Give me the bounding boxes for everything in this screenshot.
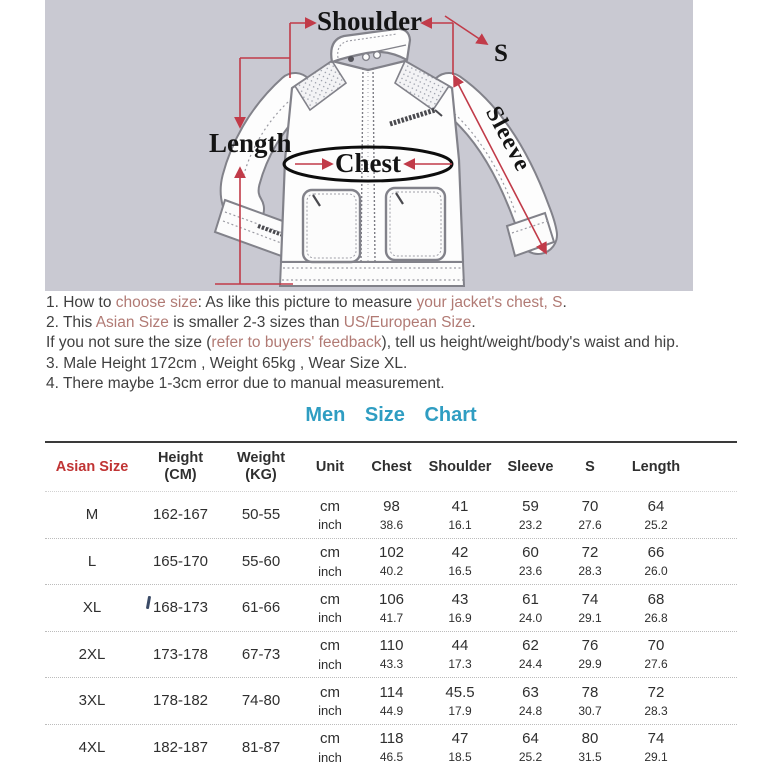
- value-inch: 43.3: [379, 657, 404, 672]
- value-inch: 25.2: [518, 750, 543, 765]
- value-inch: 17.3: [448, 657, 472, 672]
- measure-cell: [360, 632, 423, 678]
- unit-inch-label: inch: [318, 563, 342, 579]
- unit-inch-label: inch: [318, 749, 342, 765]
- measure-cell: [564, 678, 616, 724]
- column-header-chest: [360, 443, 423, 491]
- weight-cell: 81-87: [241, 738, 281, 756]
- measure-cell: [497, 725, 564, 767]
- jacket-illustration: [45, 0, 693, 291]
- measure-cell: [497, 539, 564, 585]
- column-header-weight: [222, 443, 300, 491]
- size-row-2xl: [45, 632, 737, 679]
- sizing-instructions: [46, 293, 752, 394]
- value-cm: 45.5: [445, 683, 475, 701]
- value-cm: 74: [581, 590, 599, 608]
- measure-cell: [616, 725, 696, 767]
- value-cm: 66: [647, 544, 665, 562]
- highlighted-text: your jacket's chest, S: [416, 294, 563, 311]
- value-inch: 29.1: [644, 750, 668, 765]
- value-inch: 38.6: [379, 517, 404, 532]
- column-header-label: S: [585, 458, 595, 475]
- plain-text: ), tell us height/weight/body's waist and hip.: [381, 334, 680, 352]
- unit-cell: [300, 632, 360, 678]
- value-cm: 61: [522, 590, 539, 608]
- measure-cell: [616, 585, 696, 631]
- column-header-sublabel: (CM): [164, 467, 197, 483]
- table-header-row: [45, 443, 737, 492]
- column-header-shoulder: [423, 443, 497, 491]
- instruction-line-4: [46, 354, 752, 374]
- measure-cell: [360, 492, 423, 538]
- highlighted-text: refer to buyers' feedback: [211, 334, 382, 352]
- value-cm: 98: [383, 497, 400, 515]
- chest-label: Chest: [335, 148, 401, 178]
- plain-text: .: [562, 294, 567, 311]
- size-chart-title: Men Size Chart: [305, 404, 477, 426]
- unit-cell: [300, 725, 360, 767]
- measure-cell: [423, 678, 497, 724]
- measure-cell: [497, 632, 564, 678]
- size-row-4xl: [45, 725, 737, 767]
- value-inch: 16.9: [448, 610, 472, 625]
- value-inch: 27.6: [644, 657, 668, 672]
- value-inch: 25.2: [644, 517, 668, 532]
- column-header-label: Asian Size: [55, 458, 129, 475]
- value-inch: 26.8: [644, 610, 668, 625]
- plain-text: If you not sure the size (: [46, 334, 212, 352]
- size-cell: 2XL: [78, 645, 106, 663]
- value-inch: 40.2: [379, 564, 404, 579]
- unit-inch-label: inch: [318, 656, 342, 672]
- value-inch: 46.5: [379, 750, 404, 765]
- size-row-l: [45, 539, 737, 586]
- value-inch: 31.5: [578, 750, 602, 765]
- shoulder-label: Shoulder: [317, 6, 423, 36]
- unit-cm-label: cm: [320, 683, 340, 701]
- value-cm: 60: [522, 544, 539, 562]
- column-header-height: [139, 443, 222, 491]
- unit-inch-label: inch: [318, 703, 342, 718]
- plain-text: 2. This: [46, 314, 96, 332]
- size-cell: 3XL: [78, 692, 106, 710]
- instruction-line-3: [46, 333, 752, 353]
- value-cm: 110: [379, 637, 404, 655]
- size-cell: 4XL: [78, 738, 106, 756]
- value-cm: 41: [451, 497, 469, 515]
- sleeve-label: Sleeve: [480, 101, 536, 176]
- value-cm: 64: [647, 497, 665, 515]
- value-inch: 27.6: [578, 517, 602, 532]
- column-header-label: Chest: [371, 458, 412, 475]
- column-header-length: [616, 443, 696, 491]
- highlighted-text: US/European Size: [343, 314, 472, 332]
- instruction-line-1: [46, 293, 752, 313]
- instruction-line-5: [46, 374, 752, 394]
- value-inch: 17.9: [448, 703, 472, 718]
- value-inch: 24.4: [518, 657, 543, 672]
- height-cell: 162-167: [152, 506, 209, 524]
- unit-cm-label: cm: [320, 590, 340, 608]
- value-cm: 42: [451, 544, 469, 562]
- plain-text: 1. How to: [46, 294, 116, 311]
- size-cell: M: [85, 506, 99, 524]
- value-inch: 26.0: [644, 564, 668, 579]
- column-header-label: Sleeve: [507, 458, 554, 475]
- measure-cell: [360, 585, 423, 631]
- value-cm: 70: [647, 637, 665, 655]
- value-inch: 23.2: [518, 517, 543, 532]
- value-cm: 59: [522, 497, 539, 515]
- size-cell: XL: [82, 599, 102, 617]
- unit-cm-label: cm: [320, 637, 340, 654]
- s-label: S: [494, 40, 508, 67]
- value-cm: 44: [451, 637, 469, 655]
- unit-inch-label: inch: [318, 610, 342, 625]
- value-inch: 23.6: [518, 564, 543, 579]
- value-inch: 41.7: [379, 610, 404, 625]
- measure-cell: [360, 539, 423, 585]
- column-header-sleeve: [497, 443, 564, 491]
- measure-cell: [564, 492, 616, 538]
- value-inch: 29.9: [578, 657, 602, 672]
- size-row-m: [45, 492, 737, 539]
- plain-text: .: [471, 314, 476, 332]
- value-inch: 24.8: [518, 703, 543, 718]
- plain-text: is smaller 2-3 sizes than: [168, 314, 344, 332]
- value-inch: 30.7: [578, 703, 602, 718]
- unit-cell: [300, 585, 360, 631]
- value-cm: 63: [522, 683, 539, 701]
- value-cm: 72: [647, 683, 665, 701]
- plain-text: 4. There maybe 1-3cm error due to manual measurement.: [46, 374, 445, 392]
- value-inch: 28.3: [578, 564, 602, 579]
- height-cell: 178-182: [152, 692, 209, 710]
- length-label: Length: [209, 128, 292, 158]
- measure-cell: [564, 539, 616, 585]
- value-cm: 70: [581, 497, 599, 515]
- measure-cell: [423, 539, 497, 585]
- measure-cell: [616, 678, 696, 724]
- measure-cell: [423, 492, 497, 538]
- value-cm: 106: [378, 590, 405, 608]
- weight-cell: 74-80: [241, 692, 281, 710]
- measure-cell: [616, 632, 696, 678]
- unit-cm-label: cm: [320, 544, 340, 561]
- height-cell: 182-187: [152, 738, 209, 756]
- column-header-s: [564, 443, 616, 491]
- measure-cell: [564, 725, 616, 767]
- value-cm: 74: [647, 730, 665, 748]
- measure-cell: [360, 678, 423, 724]
- column-header-label: Unit: [315, 458, 345, 475]
- unit-inch-label: inch: [318, 517, 342, 532]
- weight-cell: 55-60: [241, 552, 281, 570]
- value-cm: 64: [522, 730, 539, 748]
- weight-cell: 67-73: [241, 645, 281, 663]
- value-cm: 118: [379, 730, 404, 748]
- highlighted-text: Asian Size: [95, 314, 169, 332]
- measure-cell: [616, 539, 696, 585]
- measure-cell: [497, 585, 564, 631]
- height-cell: 168-173: [152, 599, 209, 617]
- value-inch: 29.1: [578, 610, 602, 625]
- highlighted-text: choose size: [115, 294, 198, 311]
- unit-cm-label: cm: [320, 497, 340, 515]
- value-cm: 76: [581, 637, 599, 655]
- unit-cell: [300, 678, 360, 724]
- weight-cell: 61-66: [241, 599, 281, 617]
- value-cm: 43: [451, 590, 469, 608]
- jacket-measurement-diagram: [45, 0, 693, 291]
- value-inch: 44.9: [379, 703, 404, 718]
- height-cell: 173-178: [152, 645, 209, 663]
- size-row-3xl: [45, 678, 737, 725]
- measure-cell: [423, 585, 497, 631]
- table-body: [45, 492, 737, 767]
- value-inch: 28.3: [644, 703, 668, 718]
- measure-cell: [360, 725, 423, 767]
- value-cm: 72: [581, 544, 599, 562]
- instruction-line-2: [46, 313, 752, 333]
- column-header-unit: [300, 443, 360, 491]
- height-cell: 165-170: [152, 552, 209, 570]
- unit-cell: [300, 492, 360, 538]
- column-header-label: Weight: [236, 450, 286, 466]
- jacket-hem: [280, 262, 464, 286]
- value-inch: 16.1: [448, 517, 472, 532]
- weight-cell: 50-55: [241, 506, 281, 524]
- column-header-label: Length: [631, 458, 681, 475]
- measure-cell: [497, 678, 564, 724]
- measure-cell: [564, 632, 616, 678]
- value-cm: 47: [451, 730, 469, 748]
- measure-cell: [423, 632, 497, 678]
- measure-cell: [497, 492, 564, 538]
- measure-cell: [564, 585, 616, 631]
- measure-cell: [423, 725, 497, 767]
- unit-cm-label: cm: [320, 730, 340, 747]
- measure-cell: [616, 492, 696, 538]
- column-header-asian-size: [45, 443, 139, 491]
- value-cm: 68: [647, 590, 665, 608]
- value-cm: 62: [522, 637, 539, 655]
- value-cm: 102: [378, 544, 405, 562]
- column-header-label: Height: [157, 450, 204, 466]
- value-inch: 24.0: [518, 610, 543, 625]
- value-cm: 114: [379, 683, 404, 701]
- value-cm: 78: [581, 683, 599, 701]
- size-cell: L: [87, 552, 97, 570]
- column-header-label: Shoulder: [428, 458, 492, 475]
- value-cm: 80: [581, 730, 599, 748]
- value-inch: 18.5: [448, 750, 472, 765]
- plain-text: : As like this picture to measure: [197, 294, 417, 311]
- plain-text: 3. Male Height 172cm , Weight 65kg , Wear Size XL.: [46, 354, 408, 372]
- column-header-sublabel: (KG): [245, 467, 277, 483]
- value-inch: 16.5: [448, 564, 472, 579]
- unit-cell: [300, 539, 360, 585]
